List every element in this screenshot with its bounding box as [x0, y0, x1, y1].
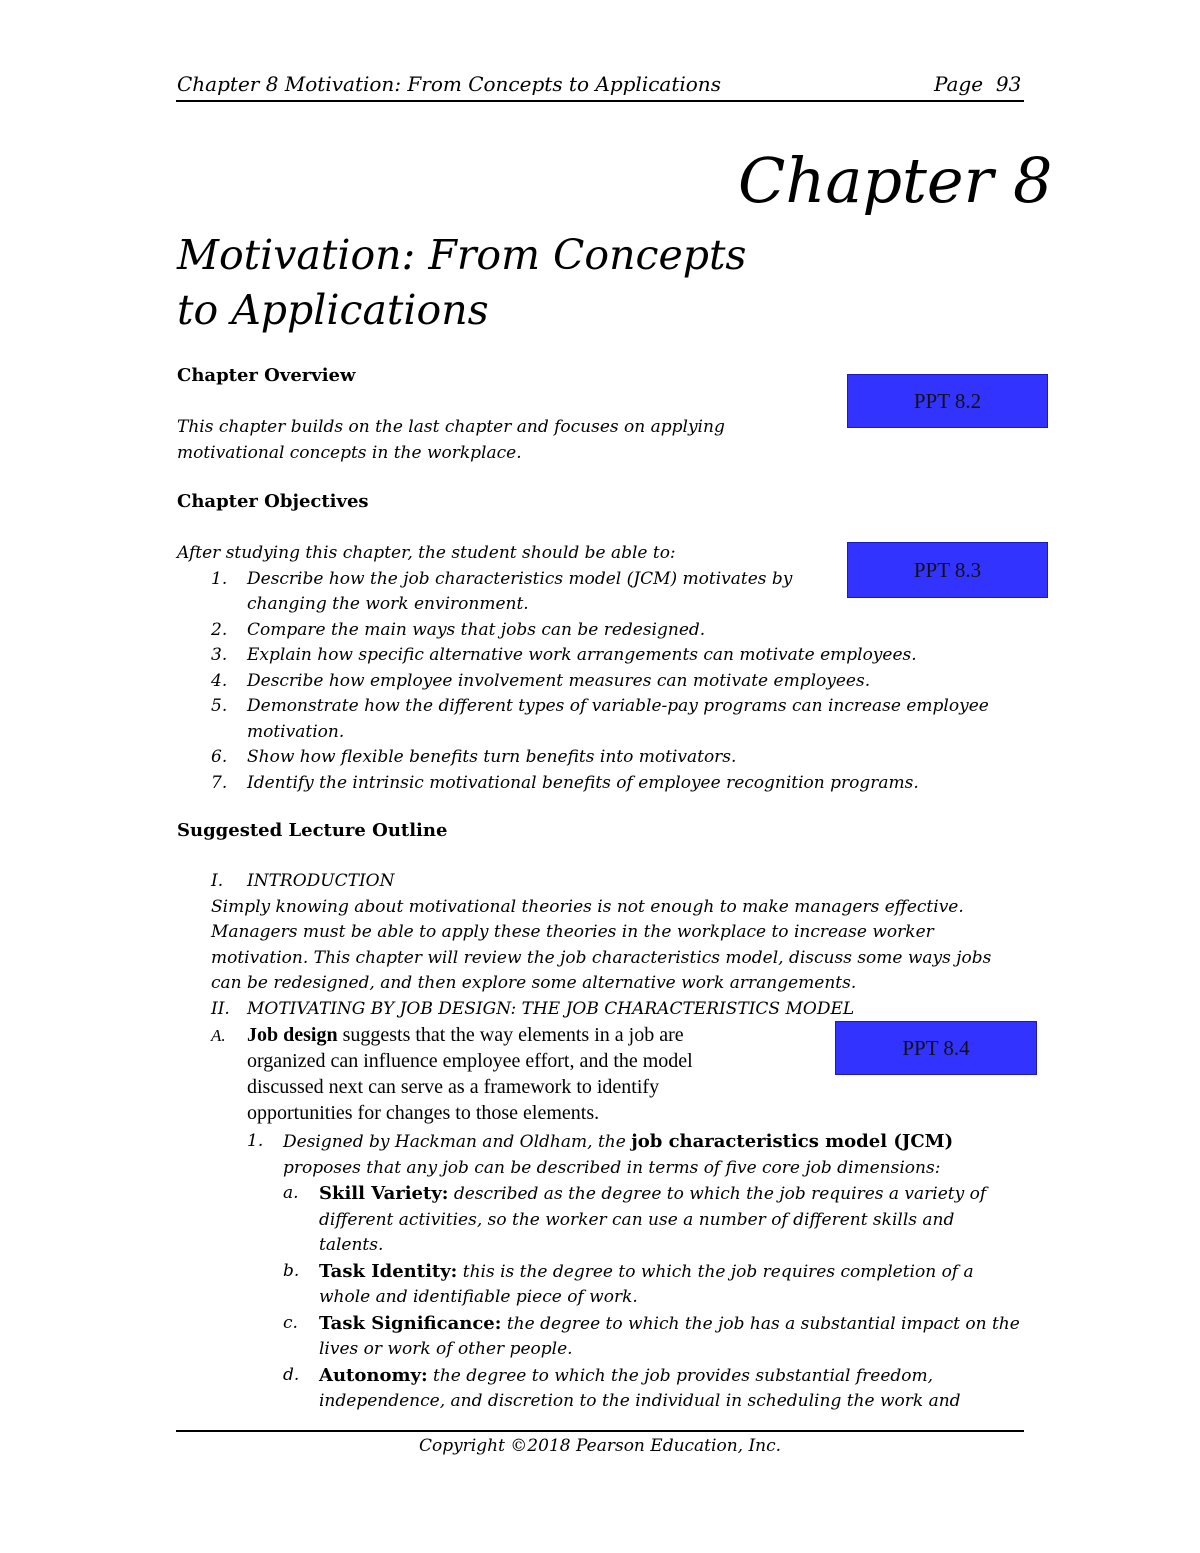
- objective-number: 4.: [211, 670, 228, 691]
- section-body-line: motivation. This chapter will review the job characteristics model, discuss some ways jobs: [211, 947, 992, 968]
- dimension-line: independence, and discretion to the individual in scheduling the work and: [319, 1391, 961, 1411]
- item-a-line: organized can influence employee effort, and the model: [247, 1050, 693, 1072]
- ppt-badge: PPT 8.2: [847, 374, 1048, 428]
- section-title: INTRODUCTION: [247, 871, 395, 891]
- objective-line: Explain how specific alternative work arrangements can motivate employees.: [247, 645, 917, 665]
- objective-item: [211, 618, 1057, 644]
- jcm-term: job characteristics model (JCM): [631, 1131, 954, 1152]
- objective-line: changing the work environment.: [247, 594, 529, 614]
- running-header-page: [934, 72, 1021, 96]
- dimension-item: [283, 1363, 1047, 1415]
- dimension-line: talents.: [319, 1235, 384, 1255]
- objective-item: [211, 643, 1057, 669]
- page-label: Page: [934, 72, 984, 96]
- outline-section-1: [211, 869, 1061, 1022]
- outline-subitem-1: [247, 1129, 1047, 1415]
- header-rule: [176, 100, 1024, 102]
- ppt-badge: PPT 8.4: [835, 1021, 1037, 1075]
- objective-line: Compare the main ways that jobs can be redesigned.: [247, 619, 706, 640]
- section-body-line: can be redesigned, and then explore some alternative work arrangements.: [211, 973, 857, 993]
- dimension-line: different activities, so the worker can use a number of different skills and: [319, 1209, 955, 1230]
- item-a-line: opportunities for changes to those elements.: [247, 1102, 600, 1124]
- dimension-letter: a.: [283, 1183, 299, 1203]
- objective-item: [211, 567, 1057, 618]
- dimension-text: described as the degree to which the job requires a variety of: [448, 1184, 987, 1204]
- section-heading: [211, 869, 1061, 895]
- objectives-list: [211, 567, 1057, 797]
- dimension-item: [283, 1181, 1047, 1259]
- section-body: [211, 895, 1061, 997]
- dimension-letter: c.: [283, 1312, 298, 1333]
- dimension-first-line: [319, 1363, 1047, 1390]
- dimension-letter: d.: [283, 1364, 300, 1385]
- objectives-intro: After studying this chapter, the student should be able to:: [177, 543, 676, 563]
- section-title: MOTIVATING BY JOB DESIGN: THE JOB CHARACTERISTICS MODEL: [247, 998, 855, 1019]
- dimension-term: Skill Variety:: [319, 1183, 449, 1204]
- objective-line: Identify the intrinsic motivational benefits of employee recognition programs.: [247, 772, 919, 793]
- dimension-line: whole and identifiable piece of work.: [319, 1287, 638, 1307]
- overview-heading: Chapter Overview: [177, 365, 356, 386]
- section-number: II.: [211, 998, 230, 1019]
- copyright-footer: Copyright ©2018 Pearson Education, Inc.: [418, 1436, 782, 1456]
- dimension-text: the degree to which the job provides substantial freedom,: [427, 1365, 934, 1386]
- section-heading: [211, 997, 1061, 1023]
- dimension-letter: b.: [283, 1260, 300, 1281]
- chapter-title-line: to Applications: [177, 286, 489, 334]
- overview-line: motivational concepts in the workplace.: [177, 442, 522, 463]
- dimension-list: [247, 1181, 1047, 1415]
- dimension-first-line: [319, 1311, 1047, 1338]
- dimension-item: [283, 1311, 1047, 1363]
- section-number: I.: [211, 871, 224, 891]
- chapter-number: Chapter 8: [738, 144, 1053, 217]
- objective-item: [211, 694, 1057, 745]
- outline-item-a: [211, 1022, 831, 1126]
- dimension-item: [283, 1259, 1047, 1311]
- overview-line: This chapter builds on the last chapter and focuses on applying: [177, 417, 725, 437]
- objective-number: 5.: [211, 696, 228, 716]
- item-a-line: discussed next can serve as a framework to identify: [247, 1076, 660, 1098]
- ppt-badge: PPT 8.3: [847, 542, 1048, 598]
- chapter-title: [177, 228, 746, 338]
- dimension-text: the degree to which the job has a substantial impact on the: [501, 1313, 1020, 1334]
- dimension-text: this is the degree to which the job requires completion of a: [457, 1261, 974, 1282]
- objective-line: Describe how employee involvement measures can motivate employees.: [247, 670, 871, 691]
- overview-text: [177, 415, 725, 466]
- dimension-term: Task Identity:: [319, 1260, 458, 1282]
- objective-item: [211, 669, 1057, 695]
- objective-number: 3.: [211, 645, 228, 665]
- item-a-text: suggests that the way elements in a job are: [337, 1024, 684, 1046]
- subitem-text: Designed by Hackman and Oldham, the: [283, 1132, 632, 1152]
- dimension-term: Task Significance:: [319, 1312, 502, 1334]
- objective-line: Demonstrate how the different types of variable-pay programs can increase employee: [247, 696, 989, 716]
- item-a-body: [211, 1048, 831, 1126]
- item-letter: A.: [211, 1026, 226, 1045]
- objectives-block: [177, 541, 1057, 796]
- objective-number: 7.: [211, 772, 228, 793]
- section-body-line: Simply knowing about motivational theories is not enough to make managers effective.: [211, 896, 964, 917]
- objective-line: Describe how the job characteristics model (JCM) motivates by: [247, 568, 793, 589]
- page-number: 93: [995, 72, 1022, 96]
- dimension-first-line: [319, 1259, 1047, 1286]
- subitem-line: proposes that any job can be described in terms of five core job dimensions:: [283, 1157, 941, 1178]
- subitem-first-line: [247, 1129, 1047, 1156]
- objective-item: [211, 745, 1057, 771]
- running-header-title: Chapter 8 Motivation: From Concepts to Applications: [177, 72, 721, 96]
- objective-number: 6.: [211, 747, 228, 767]
- objective-number: 1.: [211, 568, 228, 589]
- objective-line: Show how flexible benefits turn benefits into motivators.: [247, 747, 737, 767]
- objectives-heading: Chapter Objectives: [177, 491, 369, 512]
- footer-rule: [176, 1430, 1024, 1432]
- objective-item: [211, 771, 1057, 797]
- section-body-line: Managers must be able to apply these theories in the workplace to increase worker: [211, 922, 934, 942]
- outline-heading: Suggested Lecture Outline: [177, 820, 448, 841]
- chapter-title-line: Motivation: From Concepts: [177, 231, 747, 279]
- objective-line: motivation.: [247, 721, 345, 742]
- dimension-term: Autonomy:: [319, 1364, 428, 1386]
- dimension-first-line: [319, 1181, 1047, 1208]
- job-design-term: Job design: [247, 1024, 338, 1046]
- objective-number: 2.: [211, 619, 228, 640]
- item-a-first-line: [211, 1022, 831, 1048]
- subitem-number: 1.: [247, 1131, 264, 1151]
- dimension-line: lives or work of other people.: [319, 1339, 573, 1359]
